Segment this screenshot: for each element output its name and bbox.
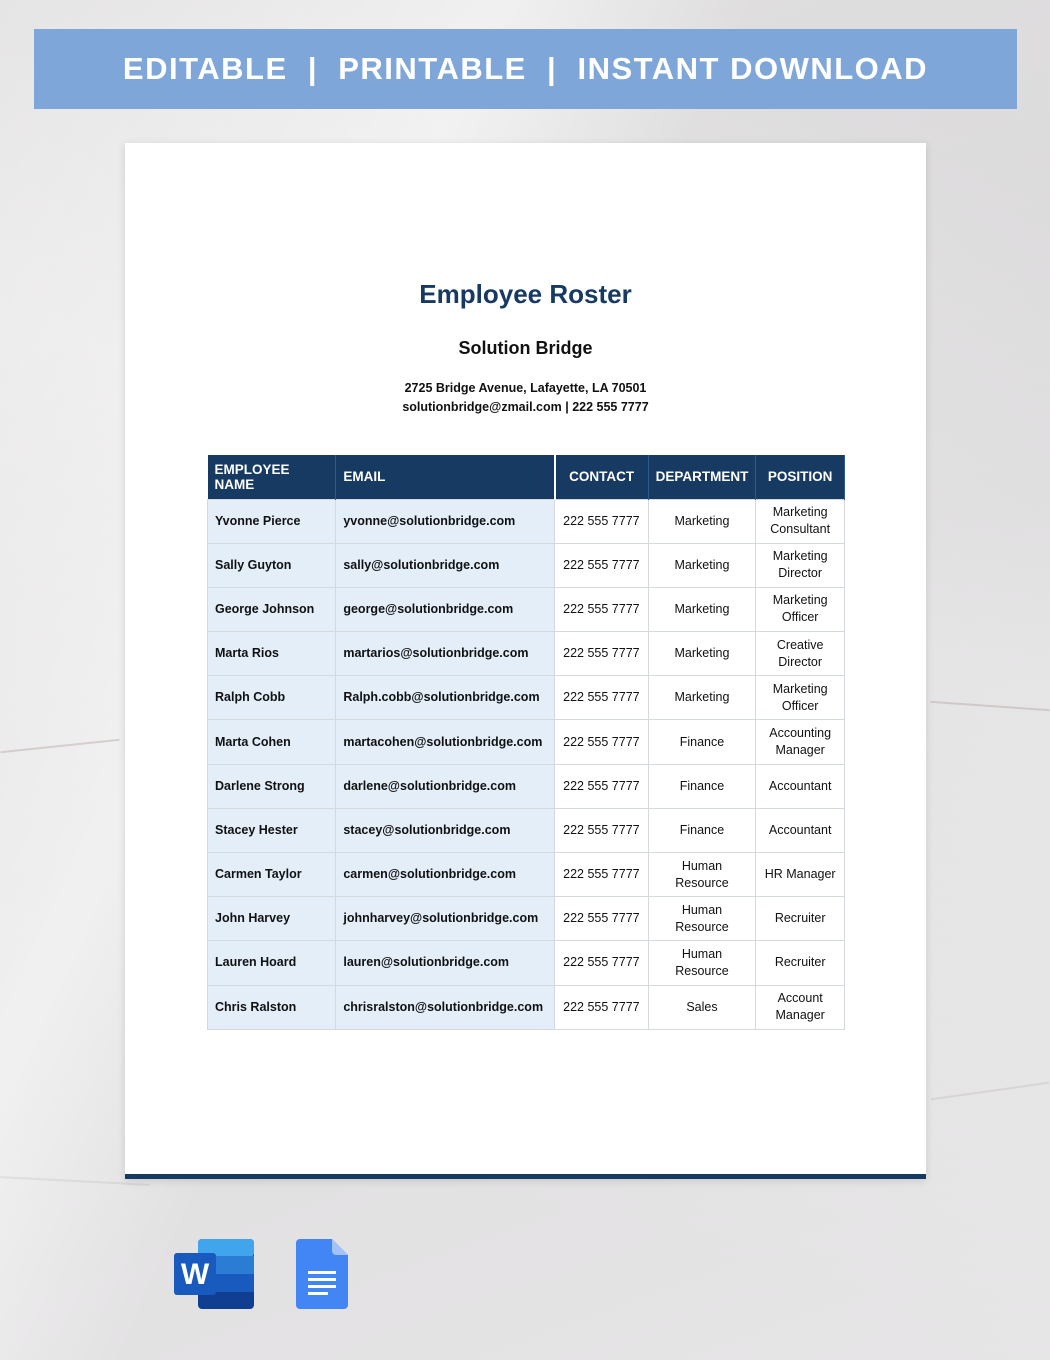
table-row [208, 676, 845, 720]
cell-contact: 222 555 7777 [555, 543, 648, 587]
position-line-2: Manager [775, 1008, 825, 1023]
cell-contact: 222 555 7777 [555, 587, 648, 631]
cell-contact: 222 555 7777 [555, 853, 648, 897]
google-docs-icon [296, 1239, 348, 1309]
cell-email: johnharvey@solutionbridge.com [336, 897, 555, 941]
cell-department: Finance [648, 720, 756, 764]
cell-department: Marketing [648, 632, 756, 676]
cell-email: martarios@solutionbridge.com [336, 632, 555, 676]
cell-contact: 222 555 7777 [555, 499, 648, 543]
cell-contact: 222 555 7777 [555, 676, 648, 720]
cell-employee-name: Yvonne Pierce [208, 499, 336, 543]
word-icon [174, 1239, 254, 1309]
cell-position [756, 941, 845, 985]
cell-employee-name: Stacey Hester [208, 808, 336, 852]
cell-contact: 222 555 7777 [555, 985, 648, 1029]
table-row [208, 808, 845, 852]
position-line-1: Recruiter [774, 911, 826, 926]
position-line-2: Officer [781, 698, 819, 713]
position-line-2: Director [778, 566, 823, 581]
position-line-1: Marketing [772, 549, 828, 564]
position-line-1: Creative [776, 637, 824, 652]
cell-department: Marketing [648, 587, 756, 631]
company-name: Solution Bridge [458, 338, 593, 358]
cell-position [756, 543, 845, 587]
cell-position [756, 720, 845, 764]
cell-email: lauren@solutionbridge.com [336, 941, 555, 985]
cell-department: Human Resource [648, 897, 756, 941]
cell-position [756, 808, 845, 852]
cell-position [756, 676, 845, 720]
cell-email: martacohen@solutionbridge.com [336, 720, 555, 764]
position-line-2: Consultant [770, 522, 831, 537]
banner-text: EDITABLE | PRINTABLE | INSTANT DOWNLOAD [122, 51, 929, 86]
promo-banner [34, 29, 1017, 109]
employee-roster-table [207, 455, 845, 1030]
cell-position [756, 985, 845, 1029]
cell-department: Marketing [648, 543, 756, 587]
cell-employee-name: Marta Rios [208, 632, 336, 676]
cell-employee-name: John Harvey [208, 897, 336, 941]
cell-position [756, 632, 845, 676]
cell-position [756, 853, 845, 897]
header-employee-name: EMPLOYEE NAME [208, 455, 336, 499]
cell-contact: 222 555 7777 [555, 764, 648, 808]
table-row [208, 632, 845, 676]
table-row [208, 941, 845, 985]
table-row [208, 543, 845, 587]
cell-position [756, 764, 845, 808]
position-line-1: Marketing [772, 681, 828, 696]
position-line-1: Marketing [772, 593, 828, 608]
cell-email: chrisralston@solutionbridge.com [336, 985, 555, 1029]
cell-employee-name: Marta Cohen [208, 720, 336, 764]
position-line-1: Account [777, 991, 823, 1006]
table-row [208, 499, 845, 543]
table-row [208, 587, 845, 631]
cell-department: Marketing [648, 499, 756, 543]
cell-position [756, 499, 845, 543]
word-icon-letter: W [180, 1258, 210, 1291]
cell-employee-name: George Johnson [208, 587, 336, 631]
cell-position [756, 897, 845, 941]
cell-department: Finance [648, 808, 756, 852]
cell-email: george@solutionbridge.com [336, 587, 555, 631]
position-line-1: HR Manager [764, 867, 836, 882]
cell-department: Marketing [648, 676, 756, 720]
cell-department: Finance [648, 764, 756, 808]
cell-department: Human Resource [648, 853, 756, 897]
document-title: Employee Roster [419, 279, 632, 309]
company-address: 2725 Bridge Avenue, Lafayette, LA 70501 [404, 381, 647, 395]
position-line-1: Accountant [768, 778, 832, 793]
cell-contact: 222 555 7777 [555, 808, 648, 852]
cell-employee-name: Darlene Strong [208, 764, 336, 808]
cell-email: yvonne@solutionbridge.com [336, 499, 555, 543]
table-row [208, 720, 845, 764]
cell-employee-name: Ralph Cobb [208, 676, 336, 720]
position-line-1: Marketing [772, 505, 828, 520]
header-department: DEPARTMENT [648, 455, 756, 499]
cell-contact: 222 555 7777 [555, 941, 648, 985]
cell-contact: 222 555 7777 [555, 720, 648, 764]
position-line-2: Officer [781, 610, 819, 625]
cell-employee-name: Sally Guyton [208, 543, 336, 587]
position-line-1: Recruiter [774, 955, 826, 970]
table-row [208, 985, 845, 1029]
cell-email: stacey@solutionbridge.com [336, 808, 555, 852]
document-page [125, 143, 926, 1179]
position-line-2: Manager [775, 743, 825, 758]
table-header-row [208, 455, 845, 499]
table-row [208, 764, 845, 808]
table-row [208, 897, 845, 941]
cell-position [756, 587, 845, 631]
cell-email: carmen@solutionbridge.com [336, 853, 555, 897]
cell-email: Ralph.cobb@solutionbridge.com [336, 676, 555, 720]
company-contact-line: solutionbridge@zmail.com | 222 555 7777 [402, 400, 649, 414]
cell-employee-name: Carmen Taylor [208, 853, 336, 897]
cell-department: Human Resource [648, 941, 756, 985]
cell-department: Sales [648, 985, 756, 1029]
position-line-1: Accounting [769, 726, 832, 741]
table-row [208, 853, 845, 897]
header-position: POSITION [756, 455, 845, 499]
cell-contact: 222 555 7777 [555, 897, 648, 941]
position-line-1: Accountant [768, 822, 832, 837]
cell-email: sally@solutionbridge.com [336, 543, 555, 587]
cell-contact: 222 555 7777 [555, 632, 648, 676]
cell-employee-name: Chris Ralston [208, 985, 336, 1029]
cell-email: darlene@solutionbridge.com [336, 764, 555, 808]
cell-employee-name: Lauren Hoard [208, 941, 336, 985]
header-email: EMAIL [336, 455, 555, 499]
position-line-2: Director [778, 654, 823, 669]
header-contact: CONTACT [555, 455, 648, 499]
